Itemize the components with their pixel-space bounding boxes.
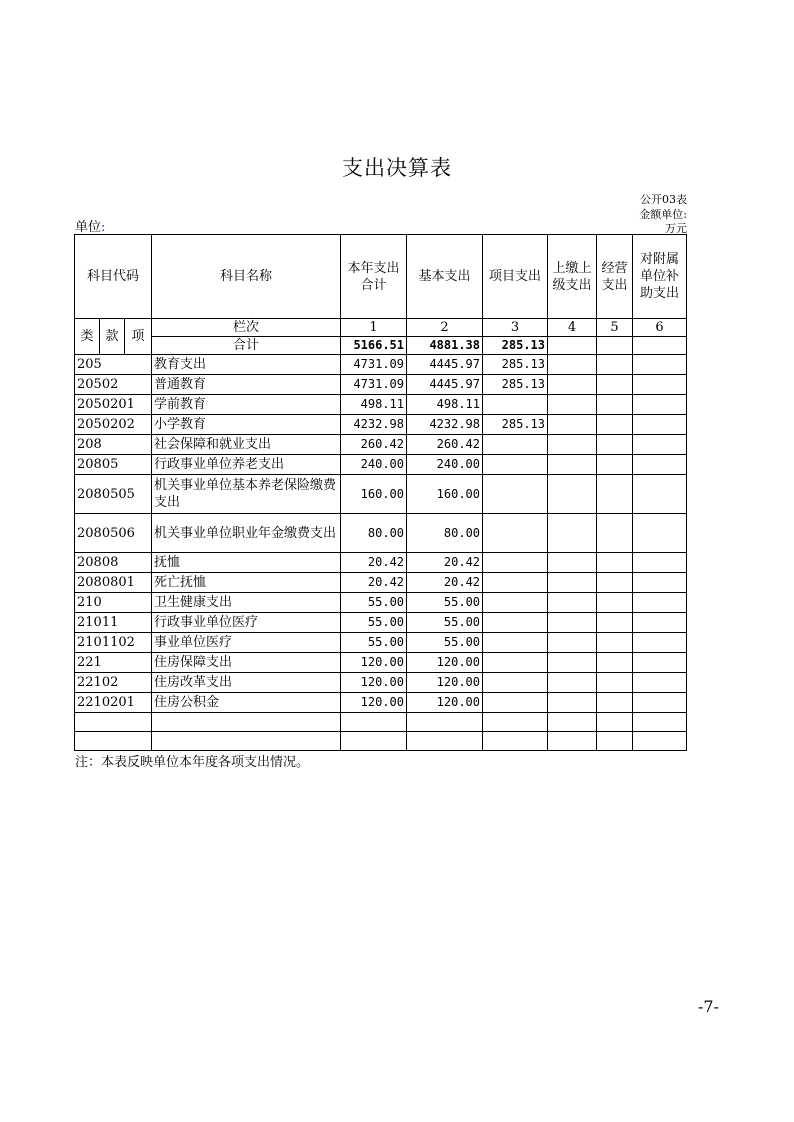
row-project — [483, 693, 548, 713]
row-basic: 260.42 — [407, 435, 483, 455]
table-row — [75, 593, 687, 613]
row-upper — [548, 673, 597, 693]
total-label: 合计 — [152, 337, 341, 355]
row-subsidiary — [633, 653, 687, 673]
row-basic: 4445.97 — [407, 355, 483, 375]
table-row — [75, 395, 687, 415]
row-basic: 80.00 — [407, 514, 483, 553]
row-business — [597, 514, 633, 553]
row-name: 行政事业单位养老支出 — [152, 455, 341, 475]
header-basic: 基本支出 — [407, 235, 483, 319]
table-row — [75, 613, 687, 633]
row-code: 210 — [75, 593, 152, 613]
total-row — [75, 337, 687, 355]
row-total: 4232.98 — [341, 415, 407, 435]
header-project: 项目支出 — [483, 235, 548, 319]
table-row — [75, 475, 687, 514]
row-code: 2210201 — [75, 693, 152, 713]
header-total-line1: 本年支出 — [347, 260, 400, 276]
row-code: 2080506 — [75, 514, 152, 553]
row-subsidiary — [633, 613, 687, 633]
row-name: 社会保障和就业支出 — [152, 435, 341, 455]
row-project — [483, 475, 548, 514]
header-upper-line1: 上缴上 — [552, 260, 592, 276]
row-basic: 120.00 — [407, 693, 483, 713]
column-number-3: 3 — [483, 319, 548, 337]
column-number-1: 1 — [341, 319, 407, 337]
row-business — [597, 435, 633, 455]
row-code: 20805 — [75, 455, 152, 475]
row-business — [597, 395, 633, 415]
row-total: 4731.09 — [341, 375, 407, 395]
row-project — [483, 553, 548, 573]
row-upper — [548, 653, 597, 673]
row-project: 285.13 — [483, 415, 548, 435]
row-upper — [548, 455, 597, 475]
empty-row — [75, 713, 687, 732]
row-total: 20.42 — [341, 553, 407, 573]
row-business — [597, 355, 633, 375]
row-code: 2080505 — [75, 475, 152, 514]
row-subsidiary — [633, 415, 687, 435]
row-upper — [548, 613, 597, 633]
row-project — [483, 633, 548, 653]
column-number-6: 6 — [633, 319, 687, 337]
row-business — [597, 633, 633, 653]
row-total: 20.42 — [341, 573, 407, 593]
row-subsidiary — [633, 435, 687, 455]
column-number-4: 4 — [548, 319, 597, 337]
row-subsidiary — [633, 573, 687, 593]
row-upper — [548, 375, 597, 395]
row-basic: 20.42 — [407, 553, 483, 573]
row-upper — [548, 435, 597, 455]
row-subsidiary — [633, 593, 687, 613]
row-business — [597, 375, 633, 395]
row-total: 120.00 — [341, 693, 407, 713]
table-row — [75, 415, 687, 435]
row-name: 死亡抚恤 — [152, 573, 341, 593]
row-code: 205 — [75, 355, 152, 375]
row-name: 教育支出 — [152, 355, 341, 375]
header-subsidiary-line2: 单位补 — [640, 269, 680, 284]
row-upper — [548, 395, 597, 415]
row-subsidiary — [633, 693, 687, 713]
total-basic: 4881.38 — [407, 337, 483, 355]
header-kuan: 款 — [100, 319, 125, 355]
row-business — [597, 613, 633, 633]
page-number: -7- — [698, 997, 719, 1016]
row-basic: 240.00 — [407, 455, 483, 475]
row-name: 事业单位医疗 — [152, 633, 341, 653]
row-subsidiary — [633, 475, 687, 514]
row-project — [483, 514, 548, 553]
row-project — [483, 435, 548, 455]
row-upper — [548, 553, 597, 573]
row-basic: 55.00 — [407, 593, 483, 613]
amount-unit-label: 金额单位: — [639, 208, 687, 221]
table-row — [75, 455, 687, 475]
column-number-row — [75, 319, 687, 337]
row-subsidiary — [633, 673, 687, 693]
total-amount: 5166.51 — [341, 337, 407, 355]
row-name: 小学教育 — [152, 415, 341, 435]
header-total — [341, 235, 407, 319]
row-code: 20502 — [75, 375, 152, 395]
row-upper — [548, 355, 597, 375]
header-business — [597, 235, 633, 319]
row-project — [483, 573, 548, 593]
total-project: 285.13 — [483, 337, 548, 355]
row-upper — [548, 415, 597, 435]
row-name: 普通教育 — [152, 375, 341, 395]
row-project: 285.13 — [483, 375, 548, 395]
table-row — [75, 375, 687, 395]
organization-label — [75, 216, 105, 235]
row-business — [597, 673, 633, 693]
table-row — [75, 355, 687, 375]
row-code: 208 — [75, 435, 152, 455]
row-subsidiary — [633, 395, 687, 415]
row-total: 240.00 — [341, 455, 407, 475]
row-code: 2050201 — [75, 395, 152, 415]
row-business — [597, 415, 633, 435]
row-upper — [548, 633, 597, 653]
row-name: 住房公积金 — [152, 693, 341, 713]
row-code: 2101102 — [75, 633, 152, 653]
table-row — [75, 573, 687, 593]
row-name: 行政事业单位医疗 — [152, 613, 341, 633]
row-business — [597, 693, 633, 713]
row-upper — [548, 514, 597, 553]
row-business — [597, 475, 633, 514]
header-upper — [548, 235, 597, 319]
row-total: 55.00 — [341, 613, 407, 633]
row-subsidiary — [633, 375, 687, 395]
row-subsidiary — [633, 355, 687, 375]
row-upper — [548, 593, 597, 613]
row-name: 抚恤 — [152, 553, 341, 573]
row-project — [483, 673, 548, 693]
table-note: 注：本表反映单位本年度各项支出情况。 — [75, 755, 310, 770]
amount-unit-value: 万元 — [665, 222, 687, 235]
row-basic: 160.00 — [407, 475, 483, 514]
row-business — [597, 455, 633, 475]
row-total: 55.00 — [341, 593, 407, 613]
row-total: 120.00 — [341, 673, 407, 693]
row-basic: 120.00 — [407, 653, 483, 673]
row-name: 住房保障支出 — [152, 653, 341, 673]
row-total: 120.00 — [341, 653, 407, 673]
table-row — [75, 673, 687, 693]
row-project — [483, 455, 548, 475]
row-total: 260.42 — [341, 435, 407, 455]
row-business — [597, 553, 633, 573]
row-total: 55.00 — [341, 633, 407, 653]
row-total: 4731.09 — [341, 355, 407, 375]
row-basic: 4232.98 — [407, 415, 483, 435]
header-business-line1: 经营 — [601, 260, 628, 276]
table-row — [75, 553, 687, 573]
row-subsidiary — [633, 553, 687, 573]
row-upper — [548, 573, 597, 593]
row-upper — [548, 475, 597, 514]
row-total: 498.11 — [341, 395, 407, 415]
row-code: 221 — [75, 653, 152, 673]
table-row — [75, 633, 687, 653]
row-code: 20808 — [75, 553, 152, 573]
row-basic: 20.42 — [407, 573, 483, 593]
header-subsidiary-line1: 对附属 — [640, 252, 680, 267]
column-number-label: 栏次 — [152, 319, 341, 337]
empty-row — [75, 732, 687, 751]
row-total: 160.00 — [341, 475, 407, 514]
row-project — [483, 395, 548, 415]
header-total-line2: 合计 — [360, 277, 387, 293]
column-number-5: 5 — [597, 319, 633, 337]
row-basic: 4445.97 — [407, 375, 483, 395]
page-title: 支出决算表 — [342, 156, 452, 180]
header-business-line2: 支出 — [601, 277, 628, 293]
row-business — [597, 573, 633, 593]
row-total: 80.00 — [341, 514, 407, 553]
row-basic: 55.00 — [407, 613, 483, 633]
row-name: 卫生健康支出 — [152, 593, 341, 613]
table-row — [75, 435, 687, 455]
row-basic: 55.00 — [407, 633, 483, 653]
form-number: 公开03表 — [640, 193, 687, 206]
row-project: 285.13 — [483, 355, 548, 375]
row-code: 21011 — [75, 613, 152, 633]
row-name: 住房改革支出 — [152, 673, 341, 693]
row-subsidiary — [633, 455, 687, 475]
table-row — [75, 693, 687, 713]
row-basic: 498.11 — [407, 395, 483, 415]
row-basic: 120.00 — [407, 673, 483, 693]
total-business — [597, 337, 633, 355]
row-project — [483, 593, 548, 613]
org-label-colon: : — [101, 220, 106, 235]
row-subsidiary — [633, 633, 687, 653]
org-label-text: 单位 — [75, 220, 102, 235]
row-upper — [548, 693, 597, 713]
header-upper-line2: 级支出 — [552, 277, 592, 293]
header-code: 科目代码 — [75, 235, 152, 319]
table-row — [75, 514, 687, 553]
row-name: 机关事业单位职业年金缴费支出 — [152, 514, 341, 553]
table-row — [75, 653, 687, 673]
column-number-2: 2 — [407, 319, 483, 337]
row-project — [483, 653, 548, 673]
row-business — [597, 653, 633, 673]
row-business — [597, 593, 633, 613]
row-subsidiary — [633, 514, 687, 553]
header-xiang: 项 — [125, 319, 152, 355]
header-row — [75, 235, 687, 319]
row-code: 2080801 — [75, 573, 152, 593]
row-name: 机关事业单位基本养老保险缴费支出 — [152, 475, 341, 514]
header-lei: 类 — [75, 319, 100, 355]
header-subsidiary-line3: 助支出 — [640, 286, 680, 301]
total-upper — [548, 337, 597, 355]
expenditure-table — [74, 234, 687, 751]
row-name: 学前教育 — [152, 395, 341, 415]
row-project — [483, 613, 548, 633]
header-name: 科目名称 — [152, 235, 341, 319]
total-subsidiary — [633, 337, 687, 355]
row-code: 2050202 — [75, 415, 152, 435]
row-code: 22102 — [75, 673, 152, 693]
header-subsidiary — [633, 235, 687, 319]
